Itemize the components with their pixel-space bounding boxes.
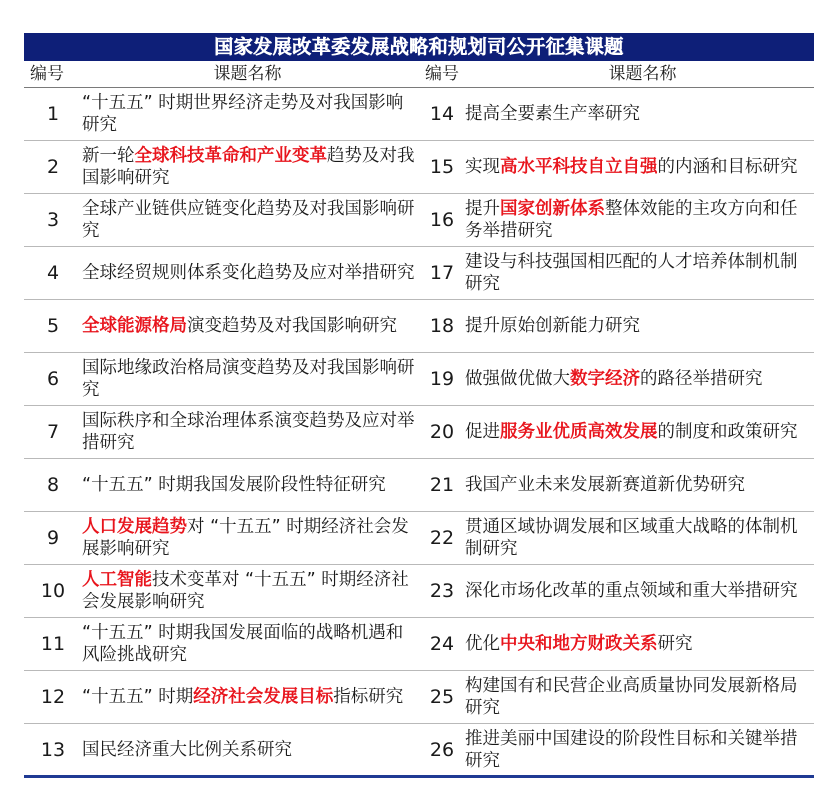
table-body xyxy=(24,88,814,778)
highlighted-text: 全球科技革命和产业变革 xyxy=(134,146,327,166)
highlighted-text: 国家创新体系 xyxy=(500,199,605,219)
topic-text: 的路径举措研究 xyxy=(640,369,763,389)
topic-text: 趋势及对我国影响研究 xyxy=(82,146,415,188)
topic-text: 演变趋势及对我国影响研究 xyxy=(187,316,397,336)
topic-cell-left xyxy=(24,618,419,670)
topic-name xyxy=(465,516,814,560)
header-name-left: 课题名称 xyxy=(213,64,282,84)
topic-text: 构建国有和民营企业高质量协同发展新格局研究 xyxy=(465,676,798,718)
topic-number: 14 xyxy=(429,103,455,125)
table-header xyxy=(24,61,814,88)
topic-number: 11 xyxy=(40,633,66,655)
topic-text: 国际地缘政治格局演变趋势及对我国影响研究 xyxy=(82,358,415,400)
topic-cell-right xyxy=(419,459,814,511)
topic-number: 16 xyxy=(429,209,455,231)
table-row xyxy=(24,671,814,724)
topic-cell-right xyxy=(419,353,814,405)
topic-name xyxy=(465,156,814,178)
topic-text: 深化市场化改革的重点领域和重大举措研究 xyxy=(465,581,798,601)
topic-cell-right xyxy=(419,300,814,352)
topic-text: 推进美丽中国建设的阶段性目标和关键举措研究 xyxy=(465,728,798,771)
table-row xyxy=(24,247,814,300)
table-title xyxy=(24,33,814,61)
topic-number: 1 xyxy=(46,103,60,125)
highlighted-text: 中央和地方财政关系 xyxy=(500,634,658,654)
table-row xyxy=(24,724,814,778)
table-row xyxy=(24,406,814,459)
topic-number: 6 xyxy=(46,368,60,390)
highlighted-text: 全球能源格局 xyxy=(82,316,187,336)
topic-number: 5 xyxy=(46,315,60,337)
topic-name xyxy=(82,145,419,189)
topic-cell-left xyxy=(24,724,419,775)
topic-cell-right xyxy=(419,724,814,775)
topic-number: 18 xyxy=(429,315,455,337)
table-row xyxy=(24,512,814,565)
topic-name xyxy=(465,103,814,125)
highlighted-text: 数字经济 xyxy=(570,369,640,389)
topic-cell-right xyxy=(419,406,814,458)
highlighted-text: 服务业优质高效发展 xyxy=(500,422,658,442)
topic-number: 2 xyxy=(46,156,60,178)
topic-number: 19 xyxy=(429,368,455,390)
topic-number: 4 xyxy=(46,262,60,284)
topic-name xyxy=(82,262,419,284)
topic-text: 国民经济重大比例关系研究 xyxy=(82,739,292,760)
topic-cell-right xyxy=(419,194,814,246)
topic-cell-right xyxy=(419,88,814,140)
topic-text: 实现 xyxy=(465,157,500,177)
topic-name xyxy=(465,474,814,496)
topic-number: 23 xyxy=(429,580,455,602)
topic-name xyxy=(82,410,419,454)
topic-number: 22 xyxy=(429,527,455,549)
topic-number: 21 xyxy=(429,474,455,496)
topic-name xyxy=(82,739,419,761)
topic-text: 研究 xyxy=(657,634,693,654)
topic-cell-left xyxy=(24,141,419,193)
topic-text: 建设与科技强国相匹配的人才培养体制机制研究 xyxy=(465,252,798,294)
topic-cell-left xyxy=(24,353,419,405)
topic-cell-right xyxy=(419,141,814,193)
topic-name xyxy=(82,569,419,613)
topic-number: 26 xyxy=(429,738,455,761)
header-left xyxy=(24,61,419,87)
topic-number: 15 xyxy=(429,156,455,178)
topic-name xyxy=(82,686,419,708)
topic-number: 10 xyxy=(40,580,66,602)
table-row xyxy=(24,459,814,512)
topic-text: 我国产业未来发展新赛道新优势研究 xyxy=(465,475,745,495)
topic-number: 8 xyxy=(46,474,60,496)
topic-number: 3 xyxy=(46,209,60,231)
table-row xyxy=(24,194,814,247)
topic-name xyxy=(82,622,419,666)
topic-name xyxy=(465,728,814,772)
topic-text: “十五五” 时期 xyxy=(82,687,194,707)
topic-name xyxy=(465,633,814,655)
topic-text: 全球经贸规则体系变化趋势及应对举措研究 xyxy=(82,263,415,283)
topic-name xyxy=(465,675,814,719)
topic-number: 7 xyxy=(46,421,60,443)
topic-text: “十五五” 时期我国发展面临的战略机遇和风险挑战研究 xyxy=(82,623,404,665)
topic-number: 25 xyxy=(429,686,455,708)
header-num-left: 编号 xyxy=(30,64,64,84)
topic-cell-right xyxy=(419,671,814,723)
header-name-right: 课题名称 xyxy=(608,64,677,84)
table-row xyxy=(24,565,814,618)
topic-name xyxy=(82,198,419,242)
topic-number: 12 xyxy=(40,686,66,708)
topic-text: 促进 xyxy=(465,422,500,442)
topic-text: 技术变革对 “十五五” 时期经济社会发展影响研究 xyxy=(82,570,409,612)
topic-cell-left xyxy=(24,247,419,299)
topic-cell-right xyxy=(419,565,814,617)
header-num-right: 编号 xyxy=(425,64,459,84)
topic-cell-left xyxy=(24,565,419,617)
table-title-text: 国家发展改革委发展战略和规划司公开征集课题 xyxy=(214,36,624,58)
table-row xyxy=(24,141,814,194)
topic-number: 17 xyxy=(429,262,455,284)
topic-name xyxy=(82,516,419,560)
header-right xyxy=(419,61,814,87)
table-row xyxy=(24,353,814,406)
topic-text: 提升原始创新能力研究 xyxy=(465,316,640,336)
topic-number: 13 xyxy=(40,738,66,761)
topic-name xyxy=(465,580,814,602)
table-row xyxy=(24,618,814,671)
topic-text: 的内涵和目标研究 xyxy=(657,157,798,177)
highlighted-text: 高水平科技自立自强 xyxy=(500,157,658,177)
table-row xyxy=(24,300,814,353)
topic-text: 国际秩序和全球治理体系演变趋势及应对举措研究 xyxy=(82,411,415,453)
topic-text: 整体效能的主攻方向和任务举措研究 xyxy=(465,199,798,241)
topic-cell-left xyxy=(24,671,419,723)
topic-cell-right xyxy=(419,618,814,670)
highlighted-text: 经济社会发展目标 xyxy=(193,687,334,707)
topic-text: 全球产业链供应链变化趋势及对我国影响研究 xyxy=(82,199,415,241)
topic-text: 指标研究 xyxy=(333,687,404,707)
topic-cell-right xyxy=(419,247,814,299)
topic-name xyxy=(465,421,814,443)
topic-name xyxy=(465,315,814,337)
topic-cell-left xyxy=(24,88,419,140)
topic-name xyxy=(465,251,814,295)
topic-name xyxy=(465,198,814,242)
topic-cell-left xyxy=(24,194,419,246)
topic-cell-left xyxy=(24,459,419,511)
topic-text: 做强做优做大 xyxy=(465,369,570,389)
topic-name xyxy=(82,92,419,136)
topic-text: 对 “十五五” 时期经济社会发展影响研究 xyxy=(82,517,409,559)
topic-table xyxy=(24,33,814,778)
table-row xyxy=(24,88,814,141)
topic-number: 9 xyxy=(46,527,60,549)
topic-number: 24 xyxy=(429,633,455,655)
topic-name xyxy=(82,357,419,401)
topic-text: 新一轮 xyxy=(82,146,135,166)
highlighted-text: 人工智能 xyxy=(82,570,152,590)
topic-name xyxy=(82,315,419,337)
topic-text: 的制度和政策研究 xyxy=(657,422,798,442)
topic-name xyxy=(82,474,419,496)
topic-cell-left xyxy=(24,406,419,458)
topic-text: “十五五” 时期我国发展阶段性特征研究 xyxy=(82,475,386,495)
topic-cell-left xyxy=(24,512,419,564)
topic-text: 提升 xyxy=(465,199,500,219)
topic-cell-left xyxy=(24,300,419,352)
topic-cell-right xyxy=(419,512,814,564)
topic-text: 提高全要素生产率研究 xyxy=(465,104,640,124)
topic-text: “十五五” 时期世界经济走势及对我国影响研究 xyxy=(82,93,404,135)
highlighted-text: 人口发展趋势 xyxy=(82,517,187,537)
topic-name xyxy=(465,368,814,390)
topic-text: 优化 xyxy=(465,634,500,654)
topic-number: 20 xyxy=(429,421,455,443)
topic-text: 贯通区域协调发展和区域重大战略的体制机制研究 xyxy=(465,517,798,559)
